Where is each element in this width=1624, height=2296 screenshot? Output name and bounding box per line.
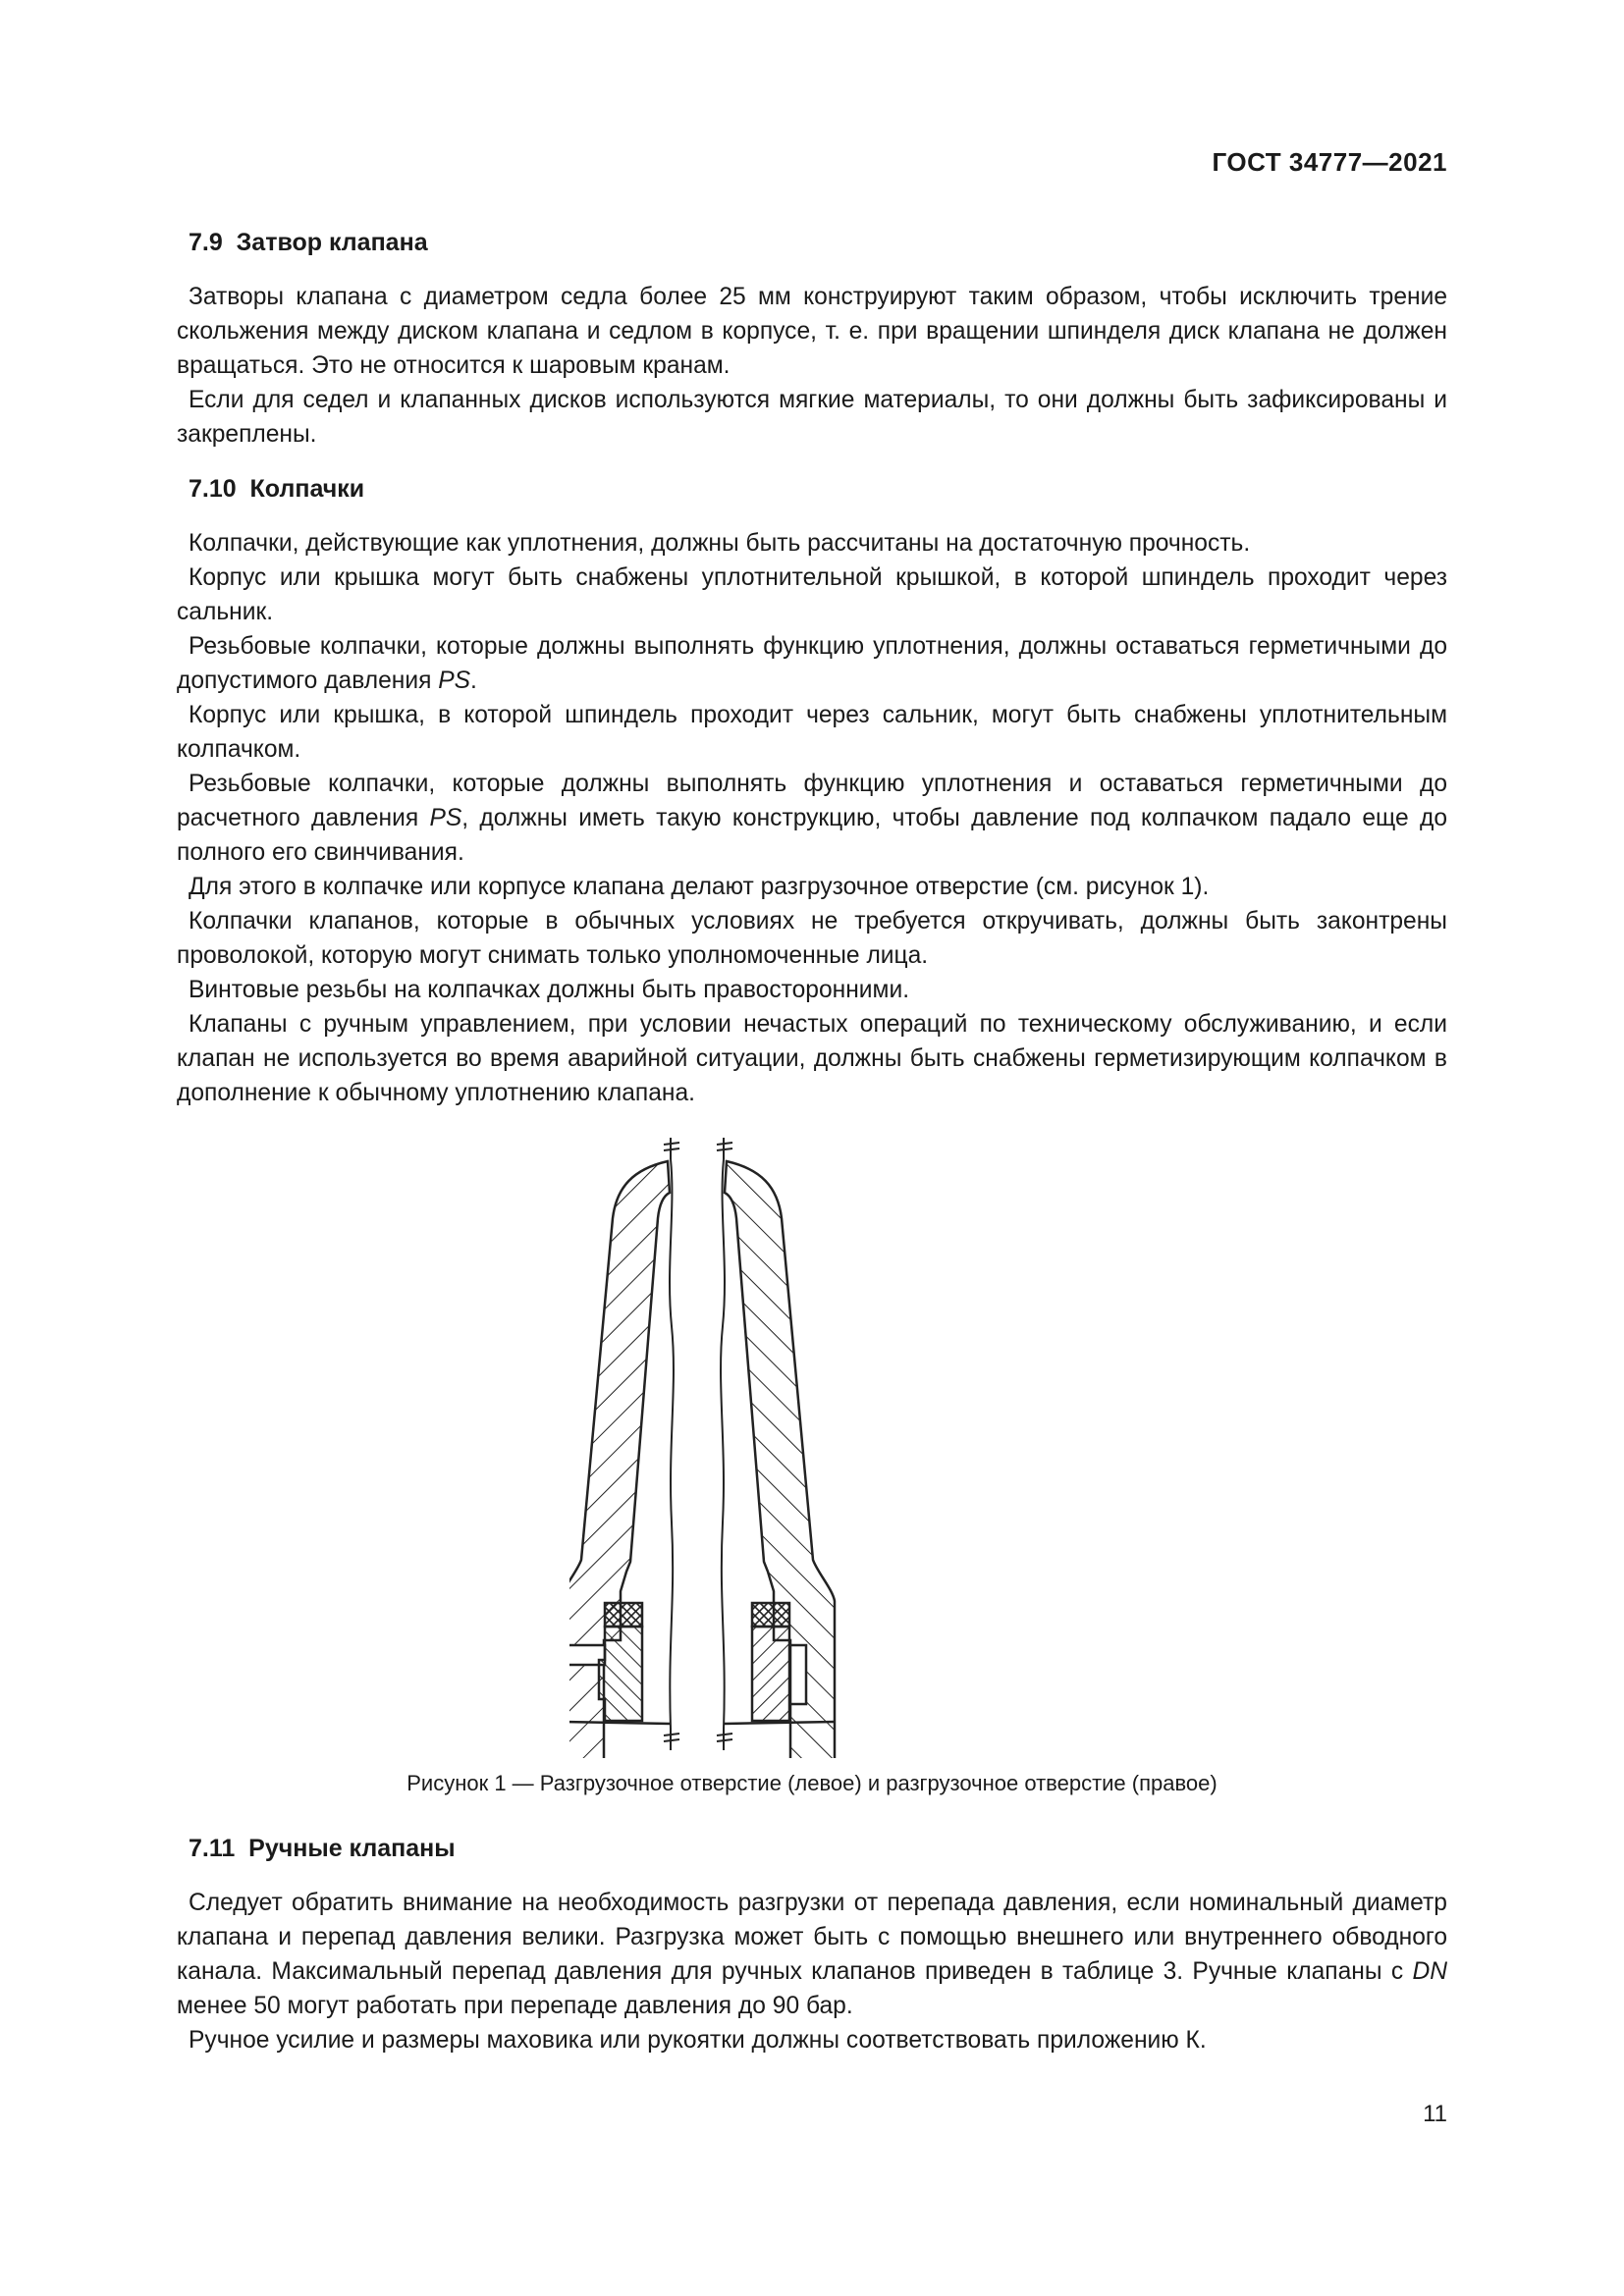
para-text: Если для седел и клапанных дисков используются мягкие материалы, то они должны быть зафиксированы и закреплены. [177, 387, 1447, 448]
para-text: Затворы клапана с диаметром седла более 25 мм конструируют таким образом, чтобы исключить трение скольжения между диском клапана и седлом в корпусе, т. е. при вращении шпинделя диск клапана не должен вращаться. Это не относится к шаровым кранам. [177, 284, 1447, 379]
paragraph [177, 870, 1447, 904]
paragraph [177, 767, 1447, 870]
paragraph [177, 280, 1447, 383]
page-content [177, 226, 1447, 2057]
para-text: Клапаны с ручным управлением, при условии нечастых операций по техническому обслуживанию, и если клапан не используется во время аварийной ситуации, должны быть снабжены герметизирующим колпачком в дополнение к обычному уплотнению клапана. [177, 1011, 1447, 1106]
paragraph [177, 629, 1447, 698]
ps-symbol: PS [438, 667, 471, 694]
break-line-left [670, 1159, 674, 1729]
para-text: Резьбовые колпачки, которые должны выполнять функцию уплотнения, должны оставаться герметичными до допустимого давления [177, 633, 1447, 694]
seal-left [605, 1603, 642, 1627]
seal-right [752, 1603, 789, 1627]
paragraph [177, 526, 1447, 561]
paragraph [177, 1886, 1447, 2023]
para-text: Резьбовые колпачки, которые должны выполнять функцию уплотнения и оставаться герметичными до расчетного давления [177, 771, 1447, 831]
para-text: Колпачки клапанов, которые в обычных условиях не требуется откручивать, должны быть законтрены проволокой, которую могут снимать только уполномоченные лица. [177, 908, 1447, 969]
para-text: Корпус или крышка, в которой шпиндель проходит через сальник, могут быть снабжены уплотнительным колпачком. [177, 702, 1447, 763]
paragraph [177, 2023, 1447, 2057]
paragraph [177, 383, 1447, 452]
para-text: менее 50 могут работать при перепаде давления до 90 бар. [177, 1993, 853, 2019]
para-text: Ручное усилие и размеры маховика или рукоятки должны соответствовать приложению К. [189, 2027, 1207, 2054]
ps-symbol: PS [429, 805, 462, 831]
paragraph [177, 698, 1447, 767]
paragraph [177, 904, 1447, 973]
cap-drawing [569, 1130, 1060, 1758]
ring-left [599, 1627, 642, 1721]
figure-1 [177, 1130, 1447, 1758]
standard-code: ГОСТ 34777—2021 [1212, 147, 1447, 177]
section-title-7-10: 7.10 Колпачки [189, 475, 365, 503]
para-text: Для этого в колпачке или корпусе клапана делают разгрузочное отверстие (см. рисунок 1). [189, 874, 1210, 900]
para-text: Корпус или крышка могут быть снабжены уплотнительной крышкой, в которой шпиндель проходит через сальник. [177, 564, 1447, 625]
para-text: . [470, 667, 477, 694]
section-title-7-11: 7.11 Ручные клапаны [189, 1835, 456, 1862]
paragraph [177, 561, 1447, 629]
para-text: Винтовые резьбы на колпачках должны быть правосторонними. [189, 977, 910, 1003]
section-title-7-9: 7.9 Затвор клапана [189, 229, 428, 256]
paragraph [177, 973, 1447, 1007]
relief-hole-right [790, 1645, 806, 1704]
break-line-right [721, 1159, 725, 1729]
dn-symbol: DN [1412, 1958, 1447, 1985]
para-text: Колпачки, действующие как уплотнения, должны быть рассчитаны на достаточную прочность. [189, 530, 1251, 557]
figure-caption: Рисунок 1 — Разгрузочное отверстие (левое) и разгрузочное отверстие (правое) [406, 1771, 1218, 1795]
para-text: Следует обратить внимание на необходимость разгрузки от перепада давления, если номинальный диаметр клапана и перепад давления велики. Разгрузка может быть с помощью внешнего или внутреннего обводного канала. Максимальный перепад давления для ручных клапанов приведен в таблице 3. Ручные клапаны с [177, 1890, 1447, 1985]
paragraph [177, 1007, 1447, 1110]
ring-right [752, 1627, 789, 1721]
para-text: , должны иметь такую конструкцию, чтобы давление под колпачком падало еще до полного его свинчивания. [177, 805, 1447, 866]
page-number: 11 [1423, 2101, 1447, 2127]
